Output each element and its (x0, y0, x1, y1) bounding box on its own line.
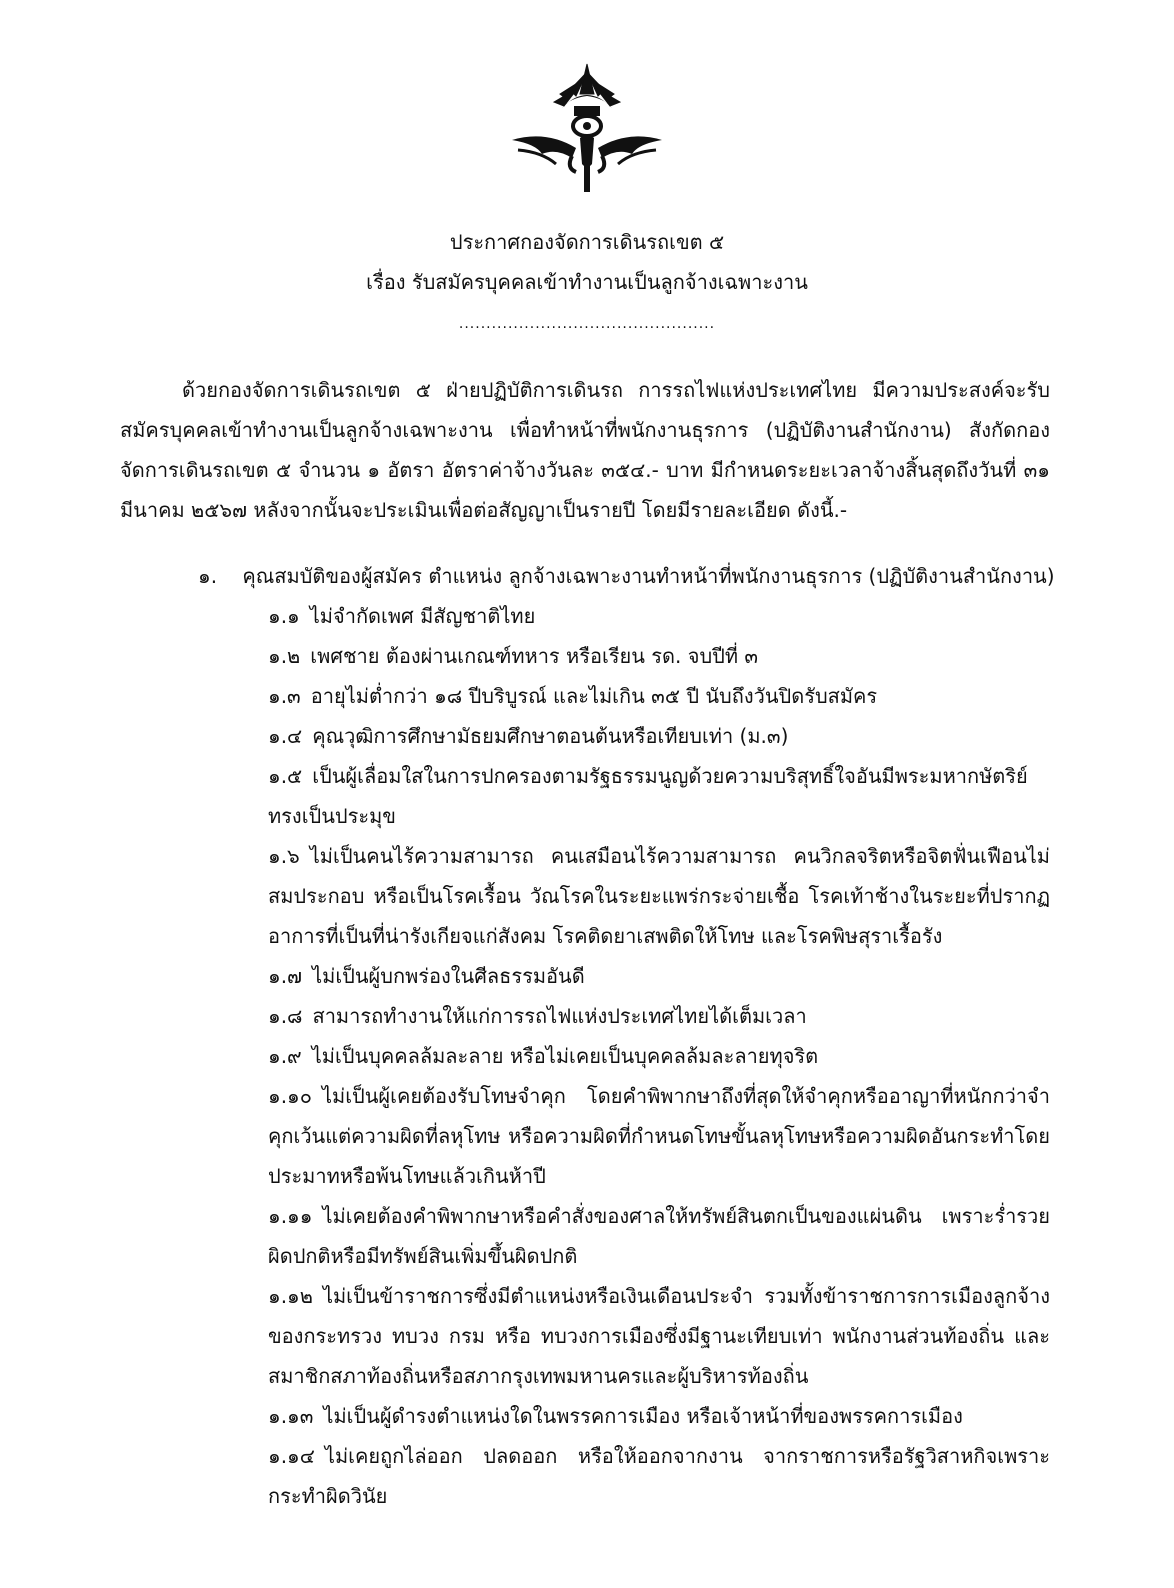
list-item (120, 676, 1050, 716)
item-text: ไม่เป็นผู้ดำรงตำแหน่งใดในพรรคการเมือง หรือเจ้าหน้าที่ของพรรคการเมือง (323, 1404, 963, 1428)
section-1-number: ๑. (198, 564, 218, 588)
state-railway-emblem-icon (506, 60, 668, 196)
item-text: ไม่เคยต้องคำพิพากษาหรือคำสั่งของศาลให้ทรัพย์สินตกเป็นของแผ่นดิน เพราะร่ำรวยผิดปกติหรือมีทรัพย์สินเพิ่มขึ้นผิดปกติ (268, 1204, 1050, 1268)
item-number: ๑.๑๒ (268, 1284, 313, 1308)
intro-text: ด้วยกองจัดการเดินรถเขต ๕ ฝ่ายปฏิบัติการเดินรถ การรถไฟแห่งประเทศไทย มีความประสงค์จะรับสมัครบุคคลเข้าทำงานเป็นลูกจ้างเฉพาะงาน เพื่อทำหน้าที่พนักงานธุรการ (ปฏิบัติงานสำนักงาน) สังกัดกองจัดการเดินรถเขต ๕ จำนวน ๑ อัตรา อัตราค่าจ้างวันละ ๓๕๔.- บาท มีกำหนดระยะเวลาจ้างสิ้นสุดถึงวันที่ ๓๑ มีนาคม ๒๕๖๗ หลังจากนั้นจะประเมินเพื่อต่อสัญญาเป็นรายปี โดยมีรายละเอียด ดังนี้.- (120, 378, 1050, 522)
item-text: เป็นผู้เลื่อมใสในการปกครองตามรัฐธรรมนูญด้วยความบริสุทธิ์ใจอันมีพระมหากษัตริย์ทรงเป็นประมุข (268, 764, 1028, 828)
item-number: ๑.๗ (268, 964, 303, 988)
item-number: ๑.๒ (268, 644, 301, 668)
item-number: ๑.๑๐ (268, 1084, 312, 1108)
list-item (120, 596, 1050, 636)
title-separator: ............................................... (458, 316, 716, 332)
section-1-title: คุณสมบัติของผู้สมัคร ตำแหน่ง ลูกจ้างเฉพาะงานทำหน้าที่พนักงานธุรการ (ปฏิบัติงานสำนักงาน) (242, 564, 1055, 588)
item-number: ๑.๑ (268, 604, 300, 628)
intro-paragraph (120, 370, 1050, 530)
item-number: ๑.๕ (268, 764, 303, 788)
list-item (120, 1436, 1050, 1516)
announcement-subject: เรื่อง รับสมัครบุคคลเข้าทำงานเป็นลูกจ้างเฉพาะงาน (366, 270, 808, 294)
item-number: ๑.๓ (268, 684, 301, 708)
item-text: ไม่เป็นผู้เคยต้องรับโทษจำคุก โดยคำพิพากษาถึงที่สุดให้จำคุกหรืออาญาที่หนักกว่าจำคุกเว้นแต่ความผิดที่ลหุโทษ หรือความผิดที่กำหนดโทษขั้นลหุโทษหรือความผิดอันกระทำโดยประมาทหรือพ้นโทษแล้วเกินห้าปี (268, 1084, 1050, 1188)
list-item (120, 636, 1050, 676)
item-text: สามารถทำงานให้แก่การรถไฟแห่งประเทศไทยได้เต็มเวลา (312, 1004, 807, 1028)
item-number: ๑.๑๔ (268, 1444, 315, 1468)
item-number: ๑.๔ (268, 724, 303, 748)
list-item (120, 956, 1050, 996)
item-text: ไม่จำกัดเพศ มีสัญชาติไทย (309, 604, 536, 628)
item-text: ไม่เป็นบุคคลล้มละลาย หรือไม่เคยเป็นบุคคลล้มละลายทุจริต (311, 1044, 819, 1068)
announcement-title: ประกาศกองจัดการเดินรถเขต ๕ (449, 230, 725, 254)
list-item (120, 716, 1050, 756)
item-text: ไม่เป็นข้าราชการซึ่งมีตำแหน่งหรือเงินเดือนประจำ รวมทั้งข้าราชการการเมืองลูกจ้างของกระทรวง ทบวง กรม หรือ ทบวงการเมืองซึ่งมีฐานะเทียบเท่า พนักงานส่วนท้องถิ่น และสมาชิกสภาท้องถิ่นหรือสภากรุงเทพมหานครและผู้บริหารท้องถิ่น (268, 1284, 1050, 1388)
item-number: ๑.๖ (268, 844, 300, 868)
item-text: ไม่เคยถูกไล่ออก ปลดออก หรือให้ออกจากงาน จากราชการหรือรัฐวิสาหกิจเพราะกระทำผิดวินัย (268, 1444, 1050, 1508)
item-text: ไม่เป็นคนไร้ความสามารถ คนเสมือนไร้ความสามารถ คนวิกลจริตหรือจิตฟั่นเฟือนไม่สมประกอบ หรือเป็นโรคเรื้อน วัณโรคในระยะแพร่กระจ่ายเชื้อ โรคเท้าช้างในระยะที่ปรากฏอาการที่เป็นที่น่ารังเกียจแก่สังคม โรคติดยาเสพติดให้โทษ และโรคพิษสุราเรื้อรัง (268, 844, 1050, 948)
list-item (120, 1276, 1050, 1396)
list-item (120, 1396, 1050, 1436)
list-item (120, 1076, 1050, 1196)
item-text: คุณวุฒิการศึกษามัธยมศึกษาตอนต้นหรือเทียบเท่า (ม.๓) (312, 724, 789, 748)
item-text: ไม่เป็นผู้บกพร่องในศีลธรรมอันดี (312, 964, 585, 988)
item-number: ๑.๘ (268, 1004, 303, 1028)
list-item (120, 756, 1050, 836)
section-1-heading (198, 560, 1055, 592)
list-item (120, 1036, 1050, 1076)
list-item (120, 836, 1050, 956)
item-number: ๑.๑๑ (268, 1204, 313, 1228)
list-item (120, 996, 1050, 1036)
item-text: อายุไม่ต่ำกว่า ๑๘ ปีบริบูรณ์ และไม่เกิน ๓๕ ปี นับถึงวันปิดรับสมัคร (310, 684, 878, 708)
item-number: ๑.๑๓ (268, 1404, 314, 1428)
item-number: ๑.๙ (268, 1044, 302, 1068)
item-text: เพศชาย ต้องผ่านเกณฑ์ทหาร หรือเรียน รด. จบปีที่ ๓ (310, 644, 759, 668)
list-item (120, 1196, 1050, 1276)
